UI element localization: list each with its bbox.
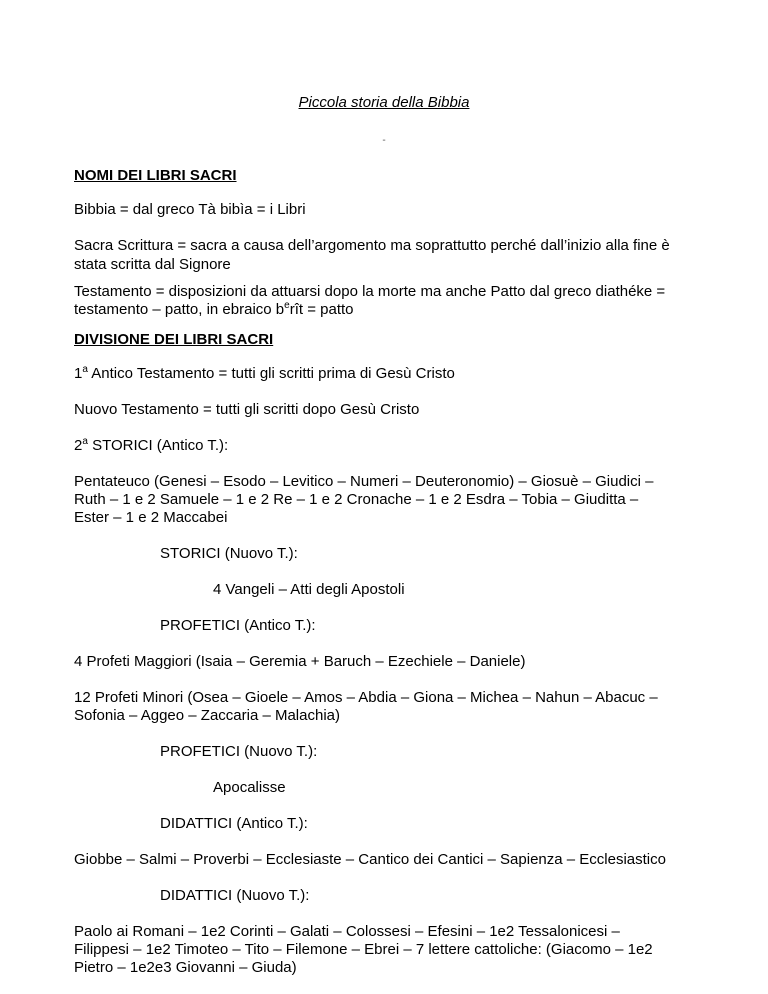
heading-divisione-libri-sacri: DIVISIONE DEI LIBRI SACRI (74, 331, 274, 348)
list-apocalisse: Apocalisse (213, 779, 286, 796)
list-pentateuco-line1: Pentateuco (Genesi – Esodo – Levitico – Numeri – Deuteronomio) – Giosuè – Giudici – (74, 473, 654, 490)
list-lettere-line3: Pietro – 1e2e3 Giovanni – Giuda) (74, 959, 297, 976)
paragraph-sacra-scrittura-line1: Sacra Scrittura = sacra a causa dell’argomento ma soprattutto perché dall’inizio alla fine è (74, 237, 670, 254)
list-pentateuco-line2: Ruth – 1 e 2 Samuele – 1 e 2 Re – 1 e 2 Cronache – 1 e 2 Esdra – Tobia – Giuditta – (74, 491, 639, 508)
section-didattici-antico: DIDATTICI (Antico T.): (160, 815, 308, 832)
list-profeti-minori-line1: 12 Profeti Minori (Osea – Gioele – Amos – Abdia – Giona – Michea – Nahun – Abacuc – (74, 689, 658, 706)
list-didattici-antico: Giobbe – Salmi – Proverbi – Ecclesiaste – Cantico dei Cantici – Sapienza – Ecclesiastico (74, 851, 666, 868)
section-profetici-nuovo: PROFETICI (Nuovo T.): (160, 743, 318, 760)
document-title: Piccola storia della Bibbia (298, 94, 470, 111)
list-vangeli: 4 Vangeli – Atti degli Apostoli (213, 581, 405, 598)
paragraph-antico-testamento: 1$^a$ Antico Testamento = tutti gli scritti prima di Gesù Cristo (74, 364, 455, 382)
paragraph-nuovo-testamento: Nuovo Testamento = tutti gli scritti dopo Gesù Cristo (74, 401, 420, 418)
paragraph-testamento-line1: Testamento = disposizioni da attuarsi dopo la morte ma anche Patto dal greco diathéke = (74, 283, 666, 300)
section-storici-nuovo: STORICI (Nuovo T.): (160, 545, 298, 562)
paragraph-testamento-line2: testamento – patto, in ebraico $b^erît$ = patto (74, 300, 354, 318)
separator-dash: - (382, 135, 386, 146)
list-lettere-line1: Paolo ai Romani – 1e2 Corinti – Galati – Colossesi – Efesini – 1e2 Tessalonicesi – (74, 923, 620, 940)
list-lettere-line2: Filippesi – 1e2 Timoteo – Tito – Filemone – Ebrei – 7 lettere cattoliche: (Giacomo – 1e2 (74, 941, 653, 958)
section-profetici-antico: PROFETICI (Antico T.): (160, 617, 316, 634)
section-storici-antico: 2$^a$ STORICI (Antico T.): (74, 436, 229, 454)
list-pentateuco-line3: Ester – 1 e 2 Maccabei (74, 509, 228, 526)
paragraph-sacra-scrittura-line2: stata scritta dal Signore (74, 256, 231, 273)
section-didattici-nuovo: DIDATTICI (Nuovo T.): (160, 887, 310, 904)
list-profeti-maggiori: 4 Profeti Maggiori (Isaia – Geremia + Baruch – Ezechiele – Daniele) (74, 653, 526, 670)
paragraph-bibbia: Bibbia = dal greco Tà bibìa = i Libri (74, 201, 306, 218)
heading-nomi-libri-sacri: NOMI DEI LIBRI SACRI (74, 167, 237, 184)
list-profeti-minori-line2: Sofonia – Aggeo – Zaccaria – Malachia) (74, 707, 340, 724)
